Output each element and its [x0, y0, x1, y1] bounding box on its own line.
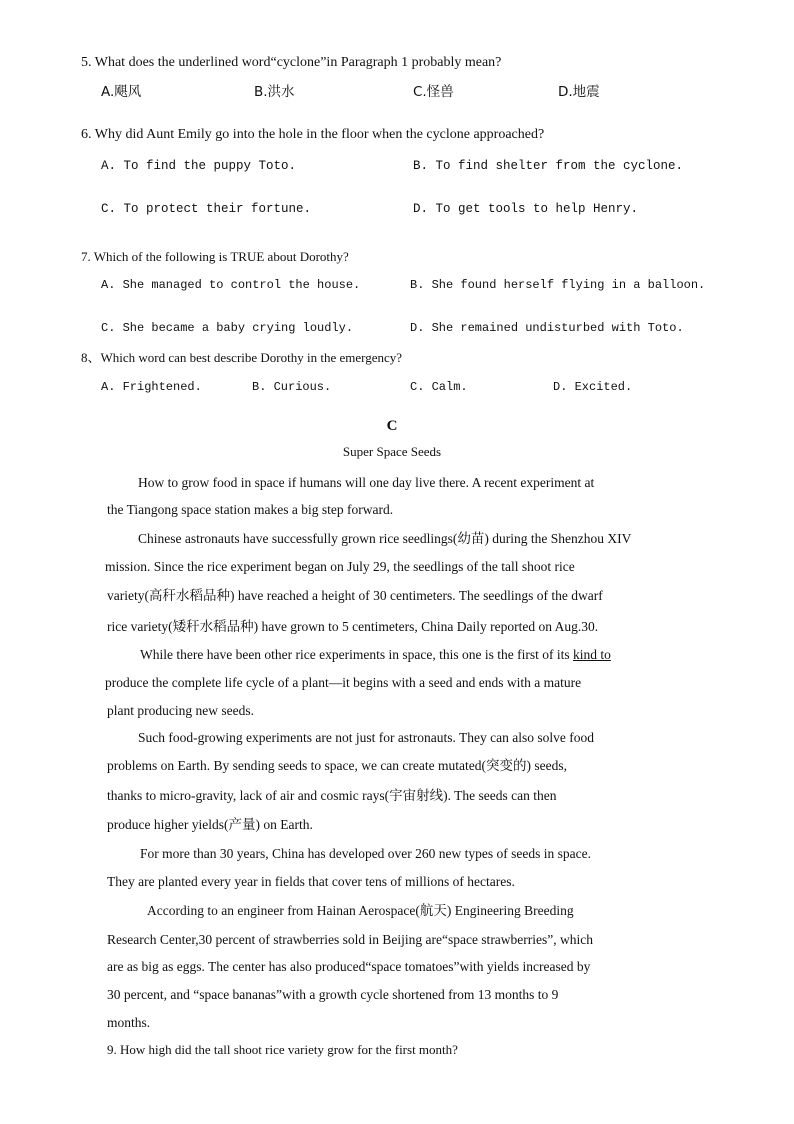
q6-option-d[interactable]: D. To get tools to help Henry.	[413, 202, 639, 216]
q7-option-d[interactable]: D. She remained undisturbed with Toto.	[410, 321, 684, 335]
q6-option-b[interactable]: B. To find shelter from the cyclone.	[413, 159, 684, 173]
passage-line: thanks to micro-gravity, lack of air and cosmic rays(宇宙射线). The seeds can then	[107, 788, 557, 803]
passage-line: rice variety(矮秆水稻品种) have grown to 5 centimeters, China Daily reported on Aug.30.	[107, 619, 599, 634]
passage-line-with-underline	[140, 646, 611, 664]
q5-stem-after: ”in Paragraph 1 probably mean?	[320, 55, 502, 70]
passage-line: are as big as eggs. The center has also produced“space tomatoes”with yields increased by	[107, 959, 591, 974]
q8-option-b[interactable]: B. Curious.	[252, 380, 332, 394]
passage-line: mission. Since the rice experiment began on July 29, the seedlings of the tall shoot rice	[105, 559, 575, 574]
q8-option-d[interactable]: D. Excited.	[553, 380, 633, 394]
question-8-stem: 8、Which word can best describe Dorothy in the emergency?	[81, 350, 403, 365]
passage-line: Research Center,30 percent of strawberries sold in Beijing are“space strawberries”, which	[107, 932, 594, 947]
q5-stem-word: cyclone	[276, 55, 321, 70]
question-9-stem: 9. How high did the tall shoot rice variety grow for the first month?	[107, 1042, 458, 1057]
section-letter: C	[386, 418, 398, 434]
passage-line: For more than 30 years, China has developed over 260 new types of seeds in space.	[140, 846, 592, 861]
q6-option-a[interactable]: A. To find the puppy Toto.	[101, 159, 297, 173]
q7-option-c[interactable]: C. She became a baby crying loudly.	[101, 321, 354, 335]
q8-option-a[interactable]: A. Frightened.	[101, 380, 202, 394]
passage-line: the Tiangong space station makes a big step forward.	[107, 502, 394, 517]
q5-stem-before: 5. What does the underlined word“	[81, 55, 277, 70]
q5-option-a[interactable]: A.飓风	[101, 84, 142, 100]
passage-line: They are planted every year in fields that cover tens of millions of hectares.	[107, 874, 515, 889]
passage-line: Chinese astronauts have successfully grown rice seedlings(幼苗) during the Shenzhou XIV	[138, 531, 632, 546]
passage-line: produce the complete life cycle of a plant—it begins with a seed and ends with a mature	[105, 675, 582, 690]
passage-line: problems on Earth. By sending seeds to space, we can create mutated(突变的) seeds,	[107, 758, 567, 773]
q8-option-c[interactable]: C. Calm.	[410, 380, 468, 394]
passage-line-text: While there have been other rice experiments in space, this one is the first of its	[140, 647, 573, 662]
q5-option-b[interactable]: B.洪水	[254, 84, 295, 100]
question-6-stem: 6. Why did Aunt Emily go into the hole in the floor when the cyclone approached?	[81, 127, 545, 142]
passage-title: Super Space Seeds	[342, 444, 442, 459]
passage-line: months.	[107, 1015, 151, 1030]
passage-line: Such food-growing experiments are not just for astronauts. They can also solve food	[138, 730, 595, 745]
passage-line: According to an engineer from Hainan Aerospace(航天) Engineering Breeding	[147, 903, 574, 918]
q6-option-c[interactable]: C. To protect their fortune.	[101, 202, 312, 216]
question-5-stem	[81, 54, 501, 72]
passage-line: produce higher yields(产量) on Earth.	[107, 817, 313, 832]
q5-option-c[interactable]: C.怪兽	[413, 84, 454, 100]
q5-option-d[interactable]: D.地震	[558, 84, 600, 100]
passage-line: How to grow food in space if humans will one day live there. A recent experiment at	[138, 475, 595, 490]
passage-line: 30 percent, and “space bananas”with a growth cycle shortened from 13 months to 9	[107, 987, 559, 1002]
passage-line: plant producing new seeds.	[107, 703, 254, 718]
q7-option-b[interactable]: B. She found herself flying in a balloon.	[410, 278, 706, 292]
q7-option-a[interactable]: A. She managed to control the house.	[101, 278, 361, 292]
underlined-phrase: kind to	[572, 647, 611, 662]
passage-line: variety(高秆水稻品种) have reached a height of 30 centimeters. The seedlings of the dwarf	[107, 588, 603, 603]
question-7-stem: 7. Which of the following is TRUE about Dorothy?	[81, 249, 349, 264]
